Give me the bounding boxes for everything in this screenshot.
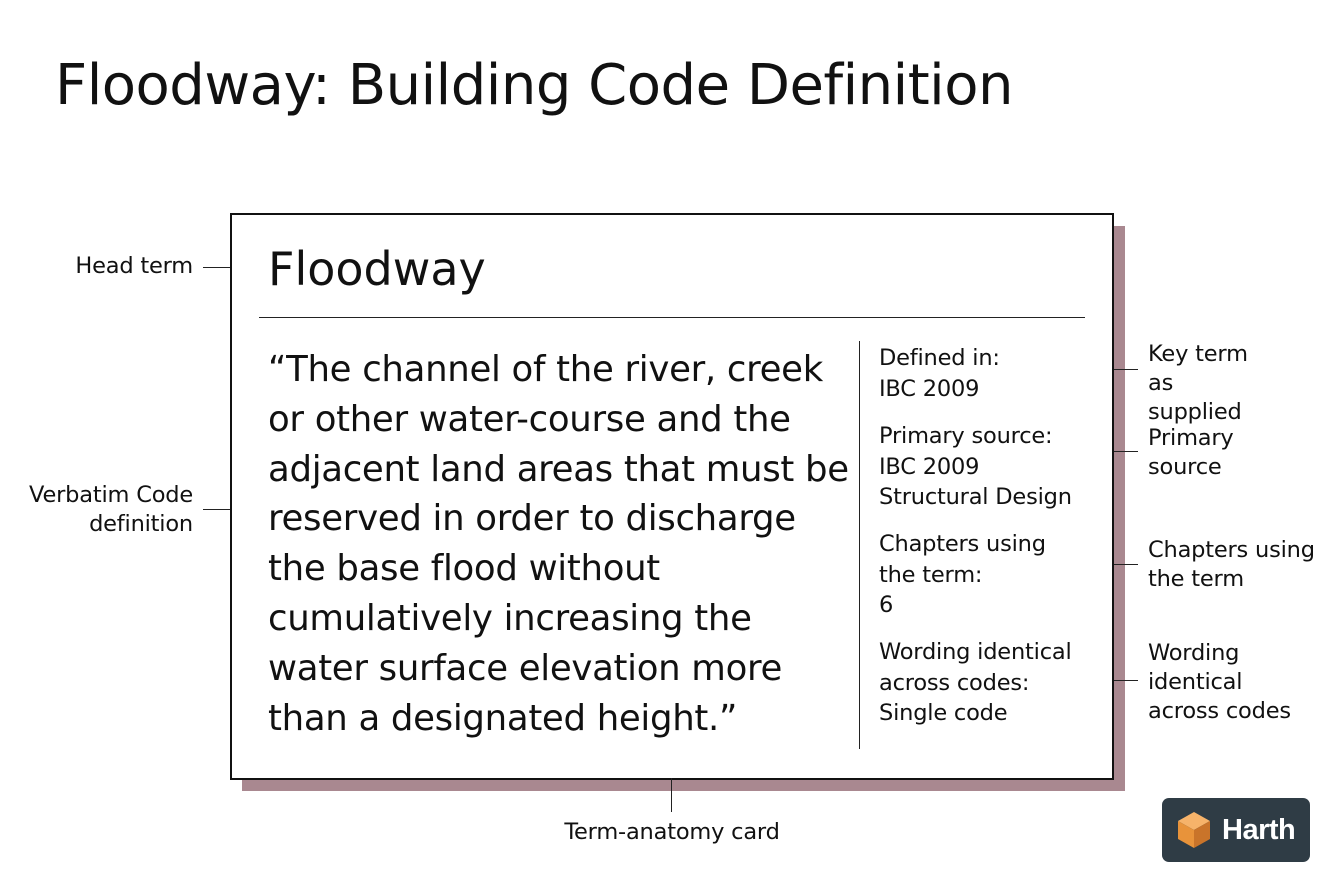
leader-verbatim-definition	[203, 509, 230, 510]
callout-card: Term-anatomy card	[564, 819, 780, 845]
harth-logo	[1162, 798, 1310, 862]
leader-wording	[1114, 680, 1138, 681]
page-title: Floodway: Building Code Definition	[55, 53, 1013, 118]
meta-defined-in	[879, 343, 1000, 404]
logo-text: Harth	[1222, 814, 1296, 846]
meta-value: IBC 2009 Structural Design	[879, 453, 1072, 510]
meta-label: Wording identical across codes:	[879, 639, 1072, 696]
callout-key-term: Key term as supplied	[1148, 341, 1248, 425]
leader-key-term	[1114, 369, 1138, 370]
meta-value: 6	[879, 592, 894, 618]
meta-label: Defined in:	[879, 345, 1000, 371]
meta-label: Primary source:	[879, 423, 1053, 449]
head-term: Floodway	[268, 242, 486, 296]
meta-label: Chapters using the term:	[879, 531, 1046, 588]
callout-head-term: Head term	[75, 253, 193, 279]
meta-wording	[879, 637, 1079, 729]
leader-primary-source	[1114, 451, 1138, 452]
leader-chapters	[1114, 564, 1138, 565]
meta-value: IBC 2009	[879, 375, 980, 402]
term-anatomy-card	[230, 213, 1114, 780]
head-divider	[259, 317, 1085, 318]
leader-head-term	[203, 267, 230, 268]
definition-text: “The channel of the river, creek or other water-course and the adjacent land areas that must be reserved in order to discharge the base flood without cumulatively increasing the water surface elevation more than a designated height.”	[268, 349, 849, 739]
callout-wording: Wording identical across codes	[1148, 640, 1291, 724]
callout-chapters: Chapters using the term	[1148, 537, 1315, 592]
orange-cube-icon	[1174, 810, 1214, 850]
column-divider	[859, 341, 860, 749]
callout-verbatim-definition: Verbatim Code definition	[29, 482, 193, 537]
meta-value: Single code	[879, 700, 1008, 726]
meta-primary-source	[879, 421, 1079, 513]
callout-primary-source: Primary source	[1148, 425, 1234, 480]
meta-chapters	[879, 529, 1054, 621]
leader-card	[671, 778, 672, 812]
